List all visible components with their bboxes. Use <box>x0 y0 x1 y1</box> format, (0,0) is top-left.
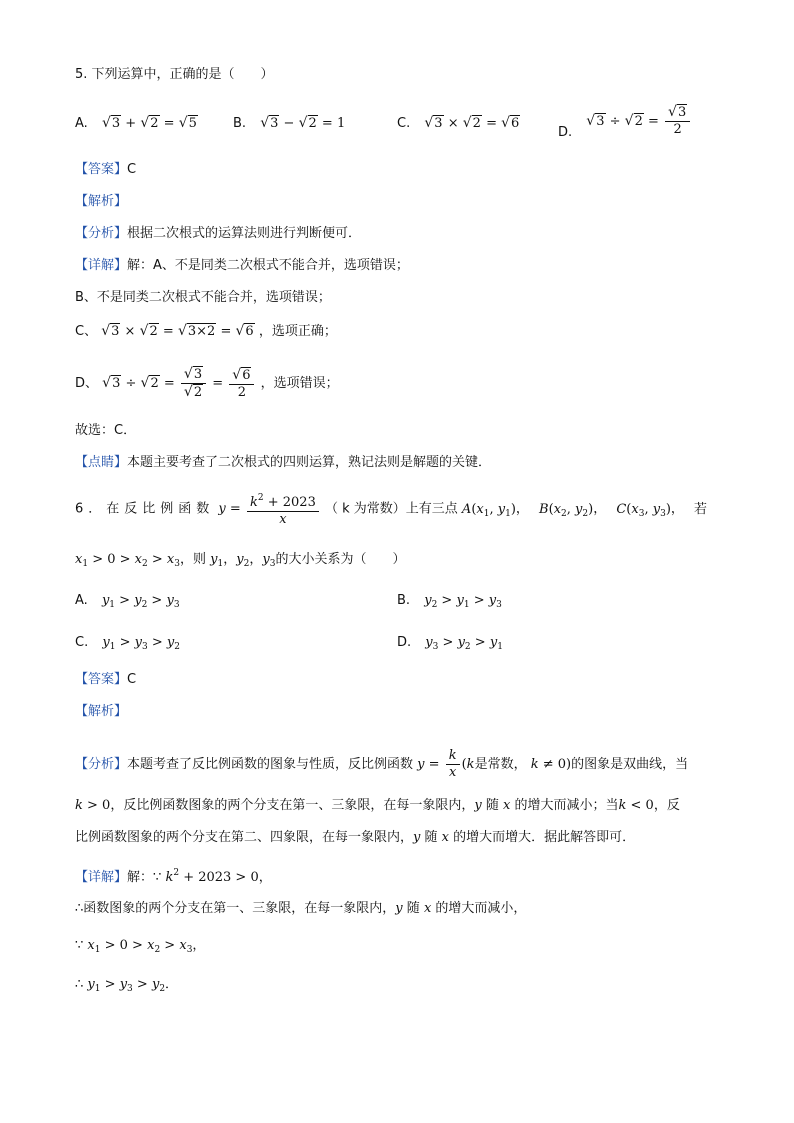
q6-option-d-label: D. <box>397 635 412 650</box>
q6-detail-1: 【详解】解：∵ $k^2 + 2023 > 0$， <box>75 868 272 885</box>
q5-option-c[interactable]: C. √3 × √2 = √6 <box>397 115 520 131</box>
q6-fenxi-line2: k > 0，反比例函数图象的两个分支在第一、三象限，在每一象限内，y 随 x 的增大而减小；当k < 0，反 <box>75 798 680 813</box>
q5-option-d-label: D. <box>558 124 573 140</box>
detail-line4: ∴ <box>75 977 84 992</box>
q5-detail-1 <box>75 257 409 275</box>
q6-line2-end: 的大小关系为（ ） <box>275 552 406 567</box>
q6-option-c[interactable]: C. $y_1 > y_3 > y_2$ <box>75 635 180 652</box>
detail-line2c: 的增大而减小， <box>435 901 527 916</box>
fenxi-text2b: 随 <box>485 798 499 813</box>
q6-option-d[interactable]: D. $y_3 > y_2 > y_1$ <box>397 635 503 652</box>
q6-analysis-tag: 【解析】 <box>75 704 128 719</box>
fenxi-text2c: 的增大而减小；当 <box>514 798 619 813</box>
q6-stem-kconst: （ k 为常数）上有三点 <box>324 501 458 517</box>
q6-option-a[interactable]: A. $y_1 > y_2 > y_3$ <box>75 593 180 610</box>
answer-tag: 【答案】 <box>75 672 128 687</box>
fenxi-text1b: 是常数， <box>474 757 527 772</box>
q5-detail-2: B、不是同类二次根式不能合并，选项错误； <box>75 290 331 305</box>
q5-choice: 故选：C． <box>75 423 137 438</box>
detail-line2b: 随 <box>406 901 420 916</box>
q6-detail-2: ∴函数图象的两个分支在第一、三象限，在每一象限内，y 随 x 的增大而减小， <box>75 901 527 916</box>
q6-option-c-label: C. <box>75 635 89 650</box>
fenxi-text2d: ，反 <box>653 798 680 813</box>
answer-tag: 【答案】 <box>75 162 128 177</box>
fenxi-tag: 【分析】 <box>75 757 128 772</box>
q6-answer <box>75 671 136 689</box>
q5-option-b[interactable]: B. √3 − √2 = 1 <box>233 115 346 131</box>
fenxi-text3c: 的增大而增大．据此解答即可． <box>453 830 636 845</box>
detail-tag: 【详解】 <box>75 870 128 885</box>
fenxi-text1c: 的图象是双曲线，当 <box>571 757 689 772</box>
q6-line2-suffix: ，则 <box>180 552 207 567</box>
detail-c-prefix: C、 <box>75 324 98 339</box>
q6-stem-line2: $x_1 > 0 > x_2 > x_3$，则 $y_1$，$y_2$，$y_3$的大小关系为（ ） <box>75 552 406 569</box>
q5-analysis-tag: 【解析】 <box>75 194 128 209</box>
detail-d-suffix: ，选项错误； <box>260 376 339 391</box>
fenxi-text3b: 随 <box>424 830 438 845</box>
q5-fenxi <box>75 225 361 243</box>
q6-detail-3: ∵ $x_1 > 0 > x_2 > x_3$， <box>75 938 206 955</box>
q5-option-a[interactable]: A. √3 + √2 = √5 <box>75 115 197 131</box>
q5-stem: 5. 下列运算中，正确的是（ ） <box>75 67 274 82</box>
q5-detail-c: C、 √3 × √2 = √3×2 = √6 ，选项正确； <box>75 323 337 339</box>
q5-option-d[interactable]: D. √3 ÷ √2 = $\frac{√3}{2}$ <box>558 104 692 138</box>
q6-stem-if: 若 <box>694 501 708 517</box>
dianjing-text: 本题主要考查了二次根式的四则运算，熟记法则是解题的关键． <box>127 455 492 470</box>
q6-option-b[interactable]: B. $y_2 > y_1 > y_3$ <box>397 593 502 610</box>
detail-tag: 【详解】 <box>75 258 128 273</box>
q6-stem-line1: 6．在反比例函数 y = $\frac{k^2 + 2023}{x}$ （ k 为常数）上有三点 $A(x_1$, $y_1$)， $B(x_2$, $y_2$)， $C(x_3$, $y_3$)， 若 <box>75 490 707 528</box>
q6-stem-prefix: 6．在反比例函数 <box>75 501 215 517</box>
q5-option-b-label: B. <box>233 116 247 131</box>
answer-value: C <box>127 672 137 687</box>
answer-value: C <box>127 162 137 177</box>
detail-c-suffix: ，选项正确； <box>258 324 337 339</box>
detail-text: 解：A、不是同类二次根式不能合并，选项错误； <box>127 258 409 273</box>
fenxi-text: 根据二次根式的运算法则进行判断便可． <box>127 226 362 241</box>
q5-answer <box>75 161 136 179</box>
fenxi-text3a: 比例函数图象的两个分支在第二、四象限，在每一象限内， <box>75 830 414 845</box>
fenxi-text1: 本题考查了反比例函数的图象与性质，反比例函数 <box>127 757 414 772</box>
q5-option-a-label: A. <box>75 116 88 131</box>
q5-dianjing <box>75 454 491 472</box>
q6-fenxi-line3: 比例函数图象的两个分支在第二、四象限，在每一象限内，y 随 x 的增大而增大．据此解答即可． <box>75 830 636 845</box>
detail-line2a: ∴函数图象的两个分支在第一、三象限，在每一象限内， <box>75 901 396 916</box>
q6-option-b-label: B. <box>397 593 411 608</box>
dianjing-tag: 【点睛】 <box>75 455 128 470</box>
detail-d-prefix: D、 <box>75 376 99 391</box>
q6-option-a-label: A. <box>75 593 88 608</box>
q5-detail-d: D、 √3 ÷ √2 = $\frac{√3}{√2}$ = $\frac{√6}{2}$ ，选项错误； <box>75 366 339 400</box>
detail-line3: ∵ <box>75 938 84 953</box>
q6-fenxi-line1: 【分析】本题考查了反比例函数的图象与性质，反比例函数 y = $\frac{k}{x}$ (k是常数， k ≠ 0)的图象是双曲线，当 <box>75 748 689 780</box>
detail-text: 解：∵ <box>127 870 162 885</box>
fenxi-tag: 【分析】 <box>75 226 128 241</box>
q6-detail-4: ∴ $y_1 > y_3 > y_2$． <box>75 977 179 994</box>
q5-option-c-label: C. <box>397 116 411 131</box>
fenxi-text2a: ，反比例函数图象的两个分支在第一、三象限，在每一象限内， <box>110 798 475 813</box>
